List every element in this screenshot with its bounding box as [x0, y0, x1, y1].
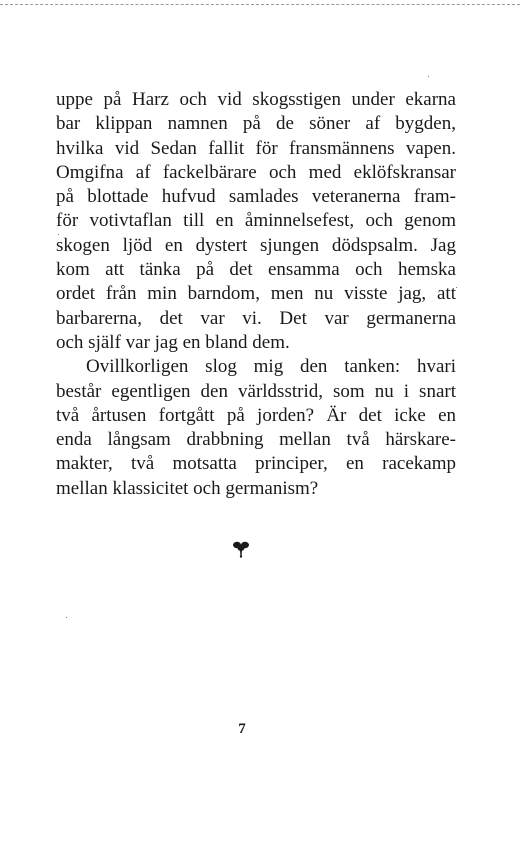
fleuron-ornament-icon [232, 540, 250, 558]
paragraph-1 [56, 88, 456, 355]
paragraph-2 [56, 355, 456, 501]
text-line: Omgifna af fackelbärare och med eklöfskransar [56, 161, 456, 183]
text-line: Ovillkorligen slog mig den tanken: hvari [86, 356, 456, 378]
text-line: och själf var jag en bland dem. [56, 331, 290, 353]
text-line: för votivtaflan till en åminnelsefest, och genom [56, 210, 456, 232]
text-line: på blottade hufvud samlades veteranerna fram- [56, 186, 456, 208]
text-line: mellan klassicitet och germanism? [56, 477, 319, 499]
body-text [56, 88, 456, 501]
text-line: barbarerna, det var vi. Det var germanerna [56, 307, 456, 329]
page-number: 7 [238, 721, 246, 737]
text-line: skogen ljöd en dystert sjungen dödspsalm. Jag [56, 234, 456, 256]
paper-speck [58, 234, 59, 235]
paper-speck [66, 617, 67, 618]
text-line: består egentligen den världsstrid, som nu i snart [56, 380, 456, 402]
top-page-edge-rule [0, 4, 520, 5]
text-line: uppe på Harz och vid skogsstigen under ekarna [56, 89, 456, 110]
paper-speck [428, 76, 429, 77]
text-line: makter, två motsatta principer, en racekamp [56, 453, 456, 475]
paper-speck [456, 287, 457, 288]
text-line: bar klippan namnen på de söner af bygden, [56, 113, 456, 135]
text-line: enda långsam drabbning mellan två härskare- [56, 429, 456, 451]
text-line: hvilka vid Sedan fallit för fransmännens vapen. [56, 137, 456, 159]
text-line: två årtusen fortgått på jorden? Är det icke en [56, 404, 456, 426]
text-line: ordet från min barndom, men nu visste jag, att [56, 283, 456, 305]
text-line: kom att tänka på det ensamma och hemska [56, 259, 456, 281]
